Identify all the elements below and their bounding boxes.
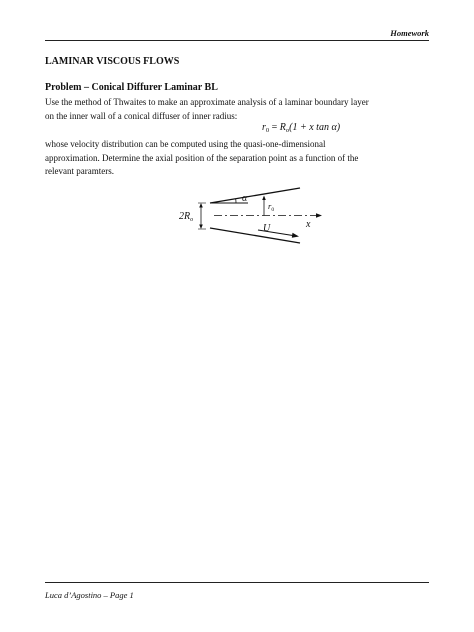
problem-title: Problem – Conical Diffurer Laminar BL [45,82,218,93]
text-line: Use the method of Thwaites to make an approximate analysis of a laminar boundary layer [45,97,369,107]
equation-R-sub: o [285,127,290,134]
equation-equals: = [269,122,280,133]
footer-text: Luca d’Agostino – Page 1 [45,590,134,600]
radius-dim-arrow-top [199,203,203,208]
radius-label: $2R_o$ [179,211,194,223]
conical-diffuser-figure [170,186,330,246]
upper-wall [210,188,300,203]
velocity-arrowhead [292,233,299,238]
lower-wall [210,228,300,243]
problem-paragraph-1 [45,96,435,123]
section-title: LAMINAR VISCOUS FLOWS [45,56,180,67]
equation-rest: (1 + x tan α) [289,122,341,133]
alpha-label: α [242,193,248,204]
text-line: whose velocity distribution can be computed using the quasi-one-dimensional [45,139,326,149]
header-tag: Homework [390,28,429,38]
text-line: relevant paramters. [45,166,114,176]
x-axis-arrowhead [316,213,322,217]
equation-R: R [279,122,286,133]
text-line: on the inner wall of a conical diffuser of inner radius: [45,110,238,121]
equation-lhs-sub: 0 [265,127,270,134]
r0-label: $r_0$ [268,201,275,213]
radius-equation [262,122,340,134]
x-axis-label: x [306,219,311,230]
problem-paragraph-2 [45,138,435,179]
radius-dim-arrow-bottom [199,225,203,230]
equation-lhs: r [262,122,266,133]
r0-arrowhead [262,196,266,201]
velocity-label: U [263,223,271,234]
header-rule [45,40,429,41]
text-line: approximation. Determine the axial position of the separation point as a function of the [45,152,359,163]
footer-rule [45,582,429,583]
